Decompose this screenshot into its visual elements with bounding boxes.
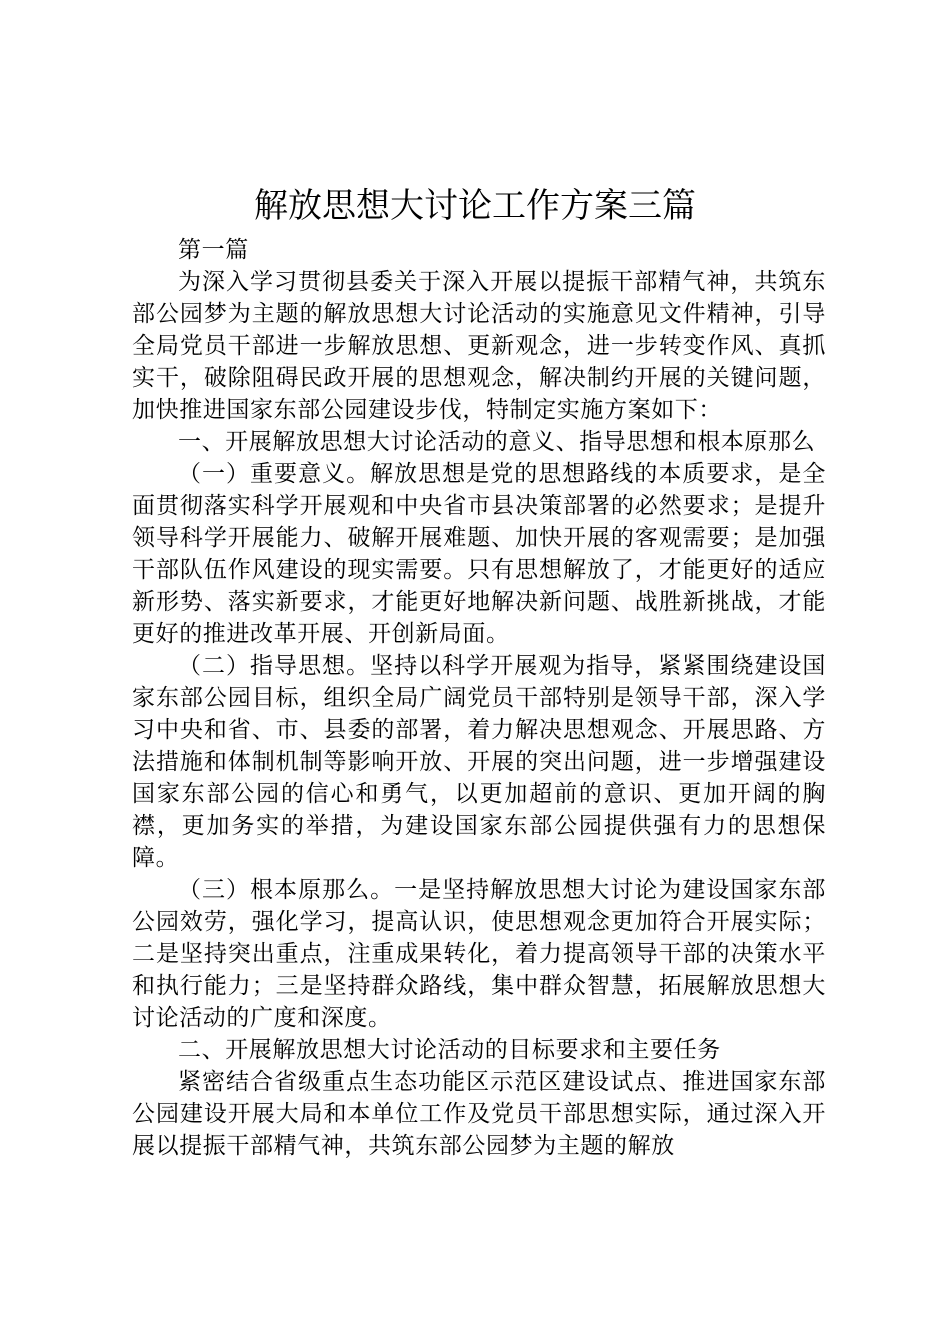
document-title: 解放思想大讨论工作方案三篇 (254, 186, 696, 226)
section-heading-two: 二、开展解放思想大讨论活动的目标要求和主要任务 (178, 1037, 721, 1063)
intro-paragraph: 为深入学习贯彻县委关于深入开展以提振干部精气神，共筑东部公园梦为主题的解放思想大讨论活动的实施意见文件精神，引导全局党员干部进一步解放思想、更新观念，进一步转变作风、真抓实干，破除阻碍民政开展的思想观念，解决制约开展的关键问题，加快推进国家东部公园建设步伐，特制定实施方案如下： (132, 269, 826, 423)
paragraph-significance: （一）重要意义。解放思想是党的思想路线的本质要求，是全面贯彻落实科学开展观和中央省市县决策部署的必然要求；是提升领导科学开展能力、破解开展难题、加快开展的客观需要；是加强干部队伍作风建设的现实需要。只有思想解放了，才能更好的适应新形势、落实新要求，才能更好地解决新问题、战胜新挑战，才能更好的推进改革开展、开创新局面。 (132, 461, 826, 647)
section-heading-part-one: 第一篇 (178, 237, 249, 263)
paragraph-goals: 紧密结合省级重点生态功能区示范区建设试点、推进国家东部公园建设开展大局和本单位工作及党员干部思想实际，通过深入开展以提振干部精气神，共筑东部公园梦为主题的解放 (132, 1069, 826, 1159)
section-heading-one: 一、开展解放思想大讨论活动的意义、指导思想和根本原那么 (178, 429, 816, 455)
document-body (132, 234, 826, 1162)
paragraph-basic-principles: （三）根本原那么。一是坚持解放思想大讨论为建设国家东部公园效劳，强化学习，提高认识，使思想观念更加符合开展实际；二是坚持突出重点，注重成果转化，着力提高领导干部的决策水平和执行能力；三是坚持群众路线，集中群众智慧，拓展解放思想大讨论活动的广度和深度。 (132, 877, 826, 1031)
paragraph-guiding-ideology: （二）指导思想。坚持以科学开展观为指导，紧紧围绕建设国家东部公园目标，组织全局广阔党员干部特别是领导干部，深入学习中央和省、市、县委的部署，着力解决思想观念、开展思路、方法措施和体制机制等影响开放、开展的突出问题，进一步增强建设国家东部公园的信心和勇气，以更加超前的意识、更加开阔的胸襟，更加务实的举措，为建设国家东部公园提供强有力的思想保障。 (132, 653, 826, 871)
